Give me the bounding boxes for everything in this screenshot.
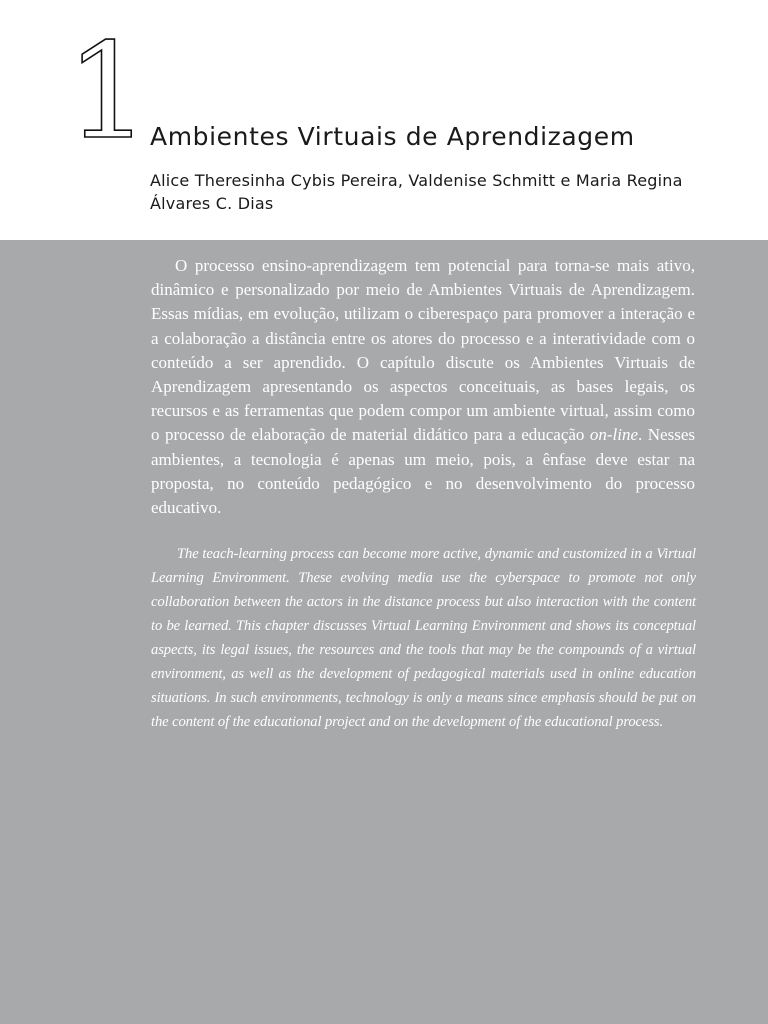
chapter-authors: Alice Theresinha Cybis Pereira, Valdenise Schmitt e Maria Regina Álvares C. Dias: [150, 171, 683, 213]
chapter-number: 1: [66, 15, 150, 169]
chapter-header: [0, 0, 768, 240]
abstract-portuguese-italic-term: on-line: [589, 425, 639, 445]
abstract-english: The teach-learning process can become more active, dynamic and customized in a Virtual Learning Environment. These evolving media use the cyberspace to promote not only collaboration between the actors in the distance process but also interaction with the content to be learned. This chapter discusses Virtual Learning Environment and shows its conceptual aspects, its legal issues, the resources and the tools that may be the compounds of a virtual environment, as well as the development of pedagogical materials used in online education situations. In such environments, technology is only a means since emphasis should be put on the content of the educational project and on the development of the educational process.: [151, 546, 696, 730]
abstract-portuguese-text-end: . Nesses ambientes, a tecnologia é apenas um meio, pois, a ênfase deve estar na proposta, no conteúdo pedagógico e no desenvolvimento do processo educativo.: [151, 425, 695, 518]
abstract-panel: [0, 240, 768, 1024]
abstract-portuguese-text-start: O processo ensino-aprendizagem tem potencial para torna-se mais ativo, dinâmico e personalizado por meio de Ambientes Virtuais de Aprendizagem. Essas mídias, em evolução, utilizam o ciberespaço para promover a interação e a colaboração a distância entre os atores do processo e a interatividade com o conteúdo a ser aprendido. O capítulo discute os Ambientes Virtuais de Aprendizagem apresentando os aspectos conceituais, as bases legais, os recursos e as ferramentas que podem compor um ambiente virtual, assim como o processo de elaboração de material didático para a educação: [151, 256, 695, 445]
abstract-portuguese: [151, 254, 695, 520]
chapter-title: Ambientes Virtuais de Aprendizagem: [150, 122, 635, 151]
